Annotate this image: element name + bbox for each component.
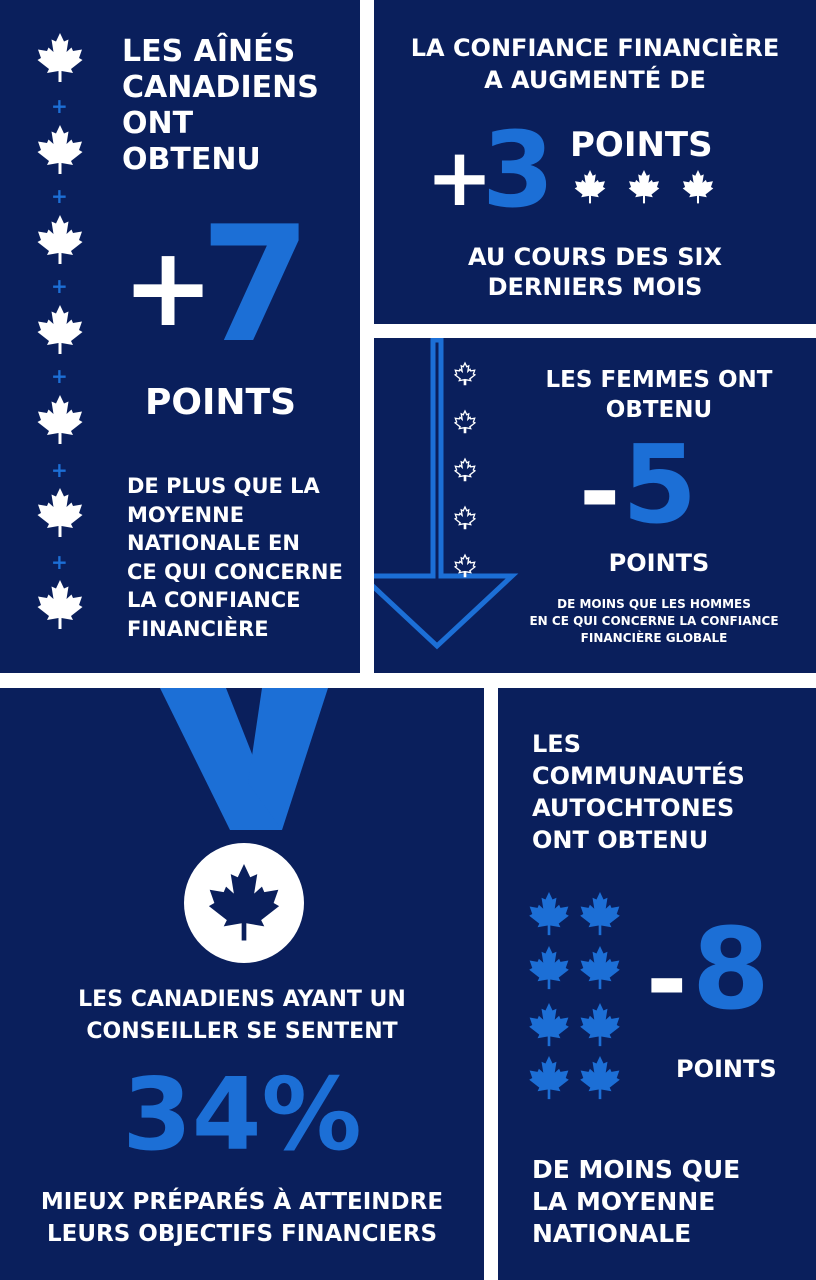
women-stat-sign: - (579, 433, 621, 550)
advisor-footer: MIEUX PRÉPARÉS À ATTEINDRE LEURS OBJECTIFS FINANCIERS (40, 1189, 444, 1247)
maple-leaf-icon (38, 33, 83, 82)
maple-leaf-icon (575, 170, 606, 203)
seniors-description: DE PLUS QUE LA MOYENNE NATIONALE EN CE QUI CONCERNE LA CONFIANCE FINANCIÈRE (127, 474, 343, 641)
advisor-heading: LES CANADIENS AYANT UN CONSEILLER SE SENTENT (78, 987, 406, 1044)
panel-women (374, 338, 816, 673)
maple-leaf-icon (580, 1003, 620, 1046)
confidence-stat-sign: + (426, 131, 494, 224)
seniors-separator: + (51, 94, 68, 118)
seniors-stat-sign: + (122, 223, 215, 351)
maple-leaf-icon (529, 1056, 569, 1099)
indigenous-stat-unit: POINTS (676, 1055, 777, 1083)
maple-leaf-outline-icon (455, 411, 475, 433)
maple-leaf-outline-icon (455, 555, 475, 577)
maple-leaf-icon (580, 892, 620, 935)
seniors-separator: + (51, 274, 68, 298)
seniors-separator: + (51, 364, 68, 388)
confidence-heading: LA CONFIANCE FINANCIÈRE A AUGMENTÉ DE (410, 34, 780, 94)
confidence-stat-unit: POINTS (570, 125, 713, 165)
maple-leaf-icon (580, 946, 620, 989)
maple-leaf-outline-icon (455, 459, 475, 481)
seniors-separator: + (51, 550, 68, 574)
women-stat-unit: POINTS (608, 549, 710, 577)
panel-seniors (0, 0, 360, 673)
advisor-stat: 34% (122, 1056, 362, 1173)
maple-leaf-icon (38, 580, 83, 629)
seniors-separator: + (51, 184, 68, 208)
maple-leaf-icon (38, 125, 83, 174)
confidence-footer: AU COURS DES SIX DERNIERS MOIS (468, 243, 722, 301)
maple-leaf-icon (580, 1056, 620, 1099)
women-description: DE MOINS QUE LES HOMMES EN CE QUI CONCERNE LA CONFIANCE FINANCIÈRE GLOBALE (529, 597, 779, 645)
maple-leaf-outline-icon (455, 507, 475, 529)
maple-leaf-icon (38, 395, 83, 444)
maple-leaf-icon (529, 946, 569, 989)
confidence-stat-number: 3 (482, 109, 555, 231)
maple-leaf-icon (529, 892, 569, 935)
panel-confidence (374, 0, 816, 324)
maple-leaf-outline-icon (455, 363, 475, 385)
women-heading: LES FEMMES ONT OBTENU (545, 367, 773, 423)
panel-advisor (0, 688, 484, 1280)
panel-indigenous (498, 688, 816, 1280)
indigenous-stat-sign: - (646, 921, 688, 1038)
maple-leaf-icon (38, 215, 83, 264)
maple-leaf-icon (629, 170, 660, 203)
seniors-separator: + (51, 458, 68, 482)
maple-leaf-icon (683, 170, 714, 203)
maple-leaf-icon (38, 305, 83, 354)
indigenous-footer: DE MOINS QUE LA MOYENNE NATIONALE (532, 1155, 741, 1248)
seniors-stat-unit: POINTS (145, 382, 296, 423)
indigenous-heading: LES COMMUNAUTÉS AUTOCHTONES ONT OBTENU (532, 730, 745, 854)
women-stat-number: 5 (622, 423, 698, 548)
indigenous-stat-number: 8 (692, 905, 770, 1035)
seniors-heading: LES AÎNÉS CANADIENS ONT OBTENU (122, 34, 319, 177)
maple-leaf-icon (38, 488, 83, 537)
seniors-stat-number: 7 (200, 191, 312, 378)
maple-leaf-icon (529, 1003, 569, 1046)
